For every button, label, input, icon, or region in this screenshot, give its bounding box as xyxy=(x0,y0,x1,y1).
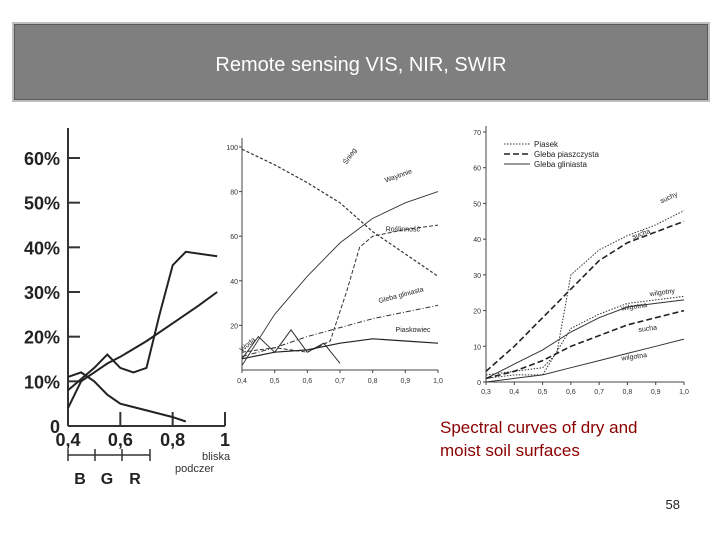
chart-2-y-tick-label: 40 xyxy=(230,278,238,286)
chart-2-x-tick-label: 0,6 xyxy=(302,378,313,385)
chart-3-x-tick-label: 0,3 xyxy=(481,389,491,396)
chart-1-extra-label: podczer xyxy=(175,463,215,475)
chart-3-x-tick-label: 0,5 xyxy=(537,389,548,396)
chart-3-y-tick-label: 10 xyxy=(473,344,481,352)
chart-3-curve-label: wilgotny xyxy=(649,287,676,299)
chart-1-y-tick-label: 60% xyxy=(23,149,60,169)
chart-3-y-tick-label: 20 xyxy=(473,308,481,316)
chart-1-x-tick-label: 0,8 xyxy=(160,430,186,450)
chart-2-y-tick-label: 60 xyxy=(230,234,238,242)
chart-3-x-tick-label: 0,4 xyxy=(509,389,520,396)
chart-2-x-tick-label: 0,7 xyxy=(335,378,345,385)
figure-caption xyxy=(440,416,710,462)
caption-line-2: moist soil surfaces xyxy=(440,441,580,460)
chart-2-curve-label: Piaskowiec xyxy=(395,327,431,335)
chart-3-y-tick-label: 60 xyxy=(473,165,481,173)
chart-3-x-tick-label: 0,7 xyxy=(594,389,605,396)
chart-2 xyxy=(222,130,454,398)
chart-3-panel xyxy=(462,120,698,410)
page-number: 58 xyxy=(665,497,680,512)
chart-3-y-tick-label: 50 xyxy=(473,201,481,209)
chart-2-x-tick-label: 0,8 xyxy=(367,378,378,385)
chart-1-panel xyxy=(10,118,232,496)
chart-3-y-tick-label: 70 xyxy=(473,130,481,137)
chart-3-legend-label: Gleba piaszczysta xyxy=(534,150,599,159)
chart-3-curve-label: wilgotna xyxy=(621,352,648,363)
chart-2-y-tick-label: 100 xyxy=(226,145,238,152)
chart-3-curve-label: sucha xyxy=(638,324,658,334)
chart-1-x-tick-label: 1 xyxy=(219,430,231,450)
chart-3-x-tick-label: 0,8 xyxy=(622,389,633,396)
chart-1-y-tick-label: 50% xyxy=(23,193,60,214)
chart-2-curve-label: Śnieg xyxy=(342,147,359,166)
chart-2-curve-label: Woda xyxy=(238,336,258,354)
chart-3-curve-label: suchy xyxy=(659,191,679,206)
chart-1-y-tick-label: 40% xyxy=(23,238,60,259)
chart-1 xyxy=(10,118,232,496)
chart-2-x-tick-label: 1,0 xyxy=(433,378,443,385)
chart-3-curve-label: wilgotna xyxy=(621,302,648,313)
chart-3-curve-label: sucha xyxy=(631,228,652,242)
chart-2-x-tick-label: 0,4 xyxy=(237,378,247,385)
chart-1-y-tick-label: 0 xyxy=(49,417,60,437)
chart-3-x-tick-label: 1,0 xyxy=(679,389,689,396)
chart-3-y-tick-label: 0 xyxy=(477,380,481,387)
chart-2-curve-label: Wayinnie xyxy=(384,168,414,185)
slide-title: Remote sensing VIS, NIR, SWIR xyxy=(215,54,507,76)
chart-3-legend-label: Gleba gliniasta xyxy=(534,160,587,169)
chart-1-y-tick-label: 20% xyxy=(23,327,60,348)
chart-2-panel xyxy=(222,130,454,398)
chart-3 xyxy=(462,120,698,410)
chart-3-y-tick-label: 40 xyxy=(473,237,481,245)
chart-1-band-label: B xyxy=(74,471,86,488)
chart-2-y-tick-label: 20 xyxy=(230,323,238,331)
chart-1-x-tick-label: 0,4 xyxy=(55,430,81,450)
chart-2-curve-label: Roślinność xyxy=(385,226,420,234)
title-bar xyxy=(12,22,710,102)
chart-3-x-tick-label: 0,9 xyxy=(650,389,661,396)
chart-2-y-tick-label: 80 xyxy=(230,189,238,197)
chart-1-band-label: R xyxy=(129,471,141,488)
chart-3-y-tick-label: 30 xyxy=(473,272,481,280)
chart-2-curve-label: Gleba gliniasta xyxy=(377,286,425,306)
chart-1-band-label: G xyxy=(100,471,114,488)
chart-1-x-tick-label: 0,6 xyxy=(107,430,133,450)
chart-1-y-tick-label: 30% xyxy=(23,283,60,303)
chart-1-extra-label: bliska xyxy=(202,451,231,463)
chart-2-x-tick-label: 0,5 xyxy=(269,378,280,385)
chart-2-x-tick-label: 0,9 xyxy=(400,378,411,385)
chart-3-legend-label: Piasek xyxy=(534,140,559,149)
chart-1-y-tick-label: 10% xyxy=(23,372,60,393)
chart-3-x-tick-label: 0,6 xyxy=(565,389,576,396)
caption-line-1: Spectral curves of dry and xyxy=(440,418,638,437)
